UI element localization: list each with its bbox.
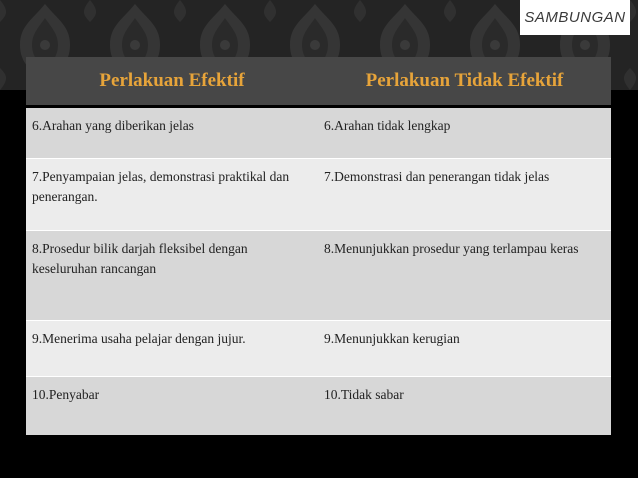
table-row [26,107,611,159]
table-row [26,231,611,321]
table-row [26,159,611,231]
header-ineffective: Perlakuan Tidak Efektif [318,57,611,107]
table-cell: 6.Arahan tidak lengkap [318,107,611,159]
table-header-row [26,57,611,107]
header-effective: Perlakuan Efektif [26,57,318,107]
table-row [26,321,611,377]
table-cell: 7.Demonstrasi dan penerangan tidak jelas [318,159,611,231]
table-row [26,377,611,435]
table-cell: 8.Prosedur bilik darjah fleksibel dengan keseluruhan rancangan [26,231,318,321]
table-cell: 10.Penyabar [26,377,318,435]
table-cell: 9.Menerima usaha pelajar dengan jujur. [26,321,318,377]
table-cell: 8.Menunjukkan prosedur yang terlampau keras [318,231,611,321]
section-label: SAMBUNGAN [520,0,630,35]
comparison-table [26,57,611,435]
table-cell: 6.Arahan yang diberikan jelas [26,107,318,159]
comparison-table-wrapper [26,57,611,435]
table-cell: 7.Penyampaian jelas, demonstrasi praktikal dan penerangan. [26,159,318,231]
table-cell: 9.Menunjukkan kerugian [318,321,611,377]
table-cell: 10.Tidak sabar [318,377,611,435]
